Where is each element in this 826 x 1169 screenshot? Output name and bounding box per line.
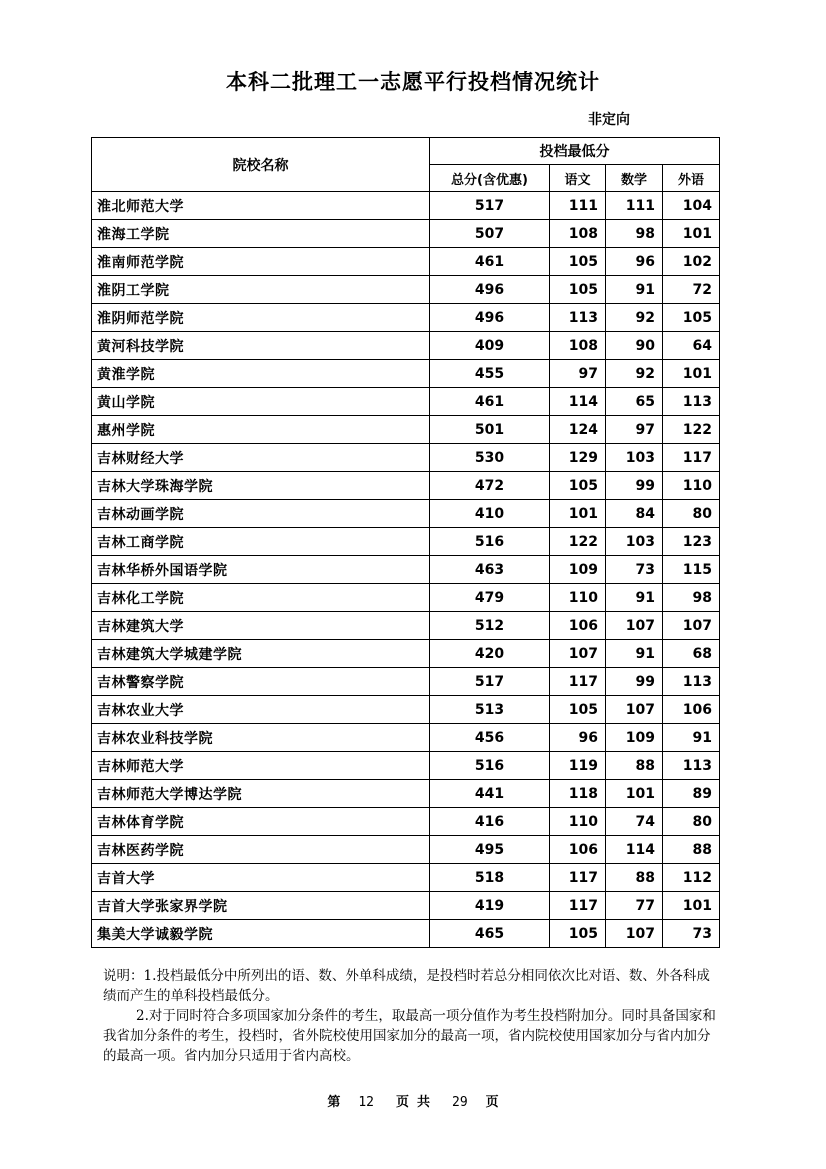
table-row: [92, 500, 720, 528]
foreign-score: 113: [663, 752, 720, 780]
total-score: 518: [430, 864, 550, 892]
table-row: [92, 808, 720, 836]
chinese-score: 105: [550, 920, 606, 948]
chinese-score: 114: [550, 388, 606, 416]
math-score: 92: [606, 304, 663, 332]
foreign-score: 101: [663, 892, 720, 920]
school-name: 吉林医药学院: [92, 836, 430, 864]
foreign-score: 101: [663, 220, 720, 248]
school-name: 吉林体育学院: [92, 808, 430, 836]
note-2: 2.对于同时符合多项国家加分条件的考生，取最高一项分值作为考生投档附加分。同时具备国家和我省加分条件的考生，投档时，省外院校使用国家加分的最高一项，省内院校使用国家加分与省内加分的最高一项。省内加分只适用于省内高校。: [103, 1008, 716, 1064]
total-score: 420: [430, 640, 550, 668]
foreign-score: 106: [663, 696, 720, 724]
table-row: [92, 528, 720, 556]
page-subtitle: 非定向: [588, 112, 630, 128]
math-score: 73: [606, 556, 663, 584]
school-name: 淮海工学院: [92, 220, 430, 248]
total-score: 496: [430, 276, 550, 304]
total-score: 410: [430, 500, 550, 528]
total-score: 455: [430, 360, 550, 388]
school-name: 淮阴师范学院: [92, 304, 430, 332]
chinese-score: 122: [550, 528, 606, 556]
math-score: 96: [606, 248, 663, 276]
math-score: 98: [606, 220, 663, 248]
school-name: 黄淮学院: [92, 360, 430, 388]
footer-page-number: 12: [358, 1095, 374, 1110]
total-score: 461: [430, 248, 550, 276]
header-chinese: 语文: [550, 165, 606, 192]
math-score: 111: [606, 192, 663, 220]
math-score: 99: [606, 472, 663, 500]
header-foreign: 外语: [663, 165, 720, 192]
total-score: 461: [430, 388, 550, 416]
chinese-score: 111: [550, 192, 606, 220]
table-row: [92, 836, 720, 864]
foreign-score: 117: [663, 444, 720, 472]
page-footer: [0, 1091, 826, 1110]
foreign-score: 102: [663, 248, 720, 276]
school-name: 吉林警察学院: [92, 668, 430, 696]
total-score: 456: [430, 724, 550, 752]
total-score: 409: [430, 332, 550, 360]
school-name: 吉林华桥外国语学院: [92, 556, 430, 584]
school-name: 淮北师范大学: [92, 192, 430, 220]
math-score: 77: [606, 892, 663, 920]
table-row: [92, 584, 720, 612]
total-score: 465: [430, 920, 550, 948]
notes: [103, 966, 723, 1066]
chinese-score: 105: [550, 276, 606, 304]
total-score: 419: [430, 892, 550, 920]
table-row: [92, 892, 720, 920]
footer-gong: 共: [417, 1095, 431, 1110]
school-name: 淮阴工学院: [92, 276, 430, 304]
school-name: 淮南师范学院: [92, 248, 430, 276]
math-score: 88: [606, 864, 663, 892]
foreign-score: 64: [663, 332, 720, 360]
math-score: 109: [606, 724, 663, 752]
chinese-score: 107: [550, 640, 606, 668]
foreign-score: 91: [663, 724, 720, 752]
table-row: [92, 388, 720, 416]
table-row: [92, 276, 720, 304]
school-name: 吉林农业大学: [92, 696, 430, 724]
math-score: 107: [606, 696, 663, 724]
table-row: [92, 248, 720, 276]
total-score: 516: [430, 752, 550, 780]
chinese-score: 129: [550, 444, 606, 472]
table-row: [92, 920, 720, 948]
chinese-score: 124: [550, 416, 606, 444]
math-score: 92: [606, 360, 663, 388]
header-min-score: 投档最低分: [430, 138, 720, 165]
total-score: 513: [430, 696, 550, 724]
math-score: 97: [606, 416, 663, 444]
table-row: [92, 220, 720, 248]
chinese-score: 109: [550, 556, 606, 584]
header-math: 数学: [606, 165, 663, 192]
school-name: 黄河科技学院: [92, 332, 430, 360]
total-score: 507: [430, 220, 550, 248]
school-name: 吉林工商学院: [92, 528, 430, 556]
math-score: 103: [606, 444, 663, 472]
score-table: [91, 137, 720, 948]
header-school-name: 院校名称: [92, 138, 430, 192]
school-name: 吉林建筑大学: [92, 612, 430, 640]
table-row: [92, 304, 720, 332]
chinese-score: 117: [550, 892, 606, 920]
total-score: 530: [430, 444, 550, 472]
school-name: 惠州学院: [92, 416, 430, 444]
foreign-score: 72: [663, 276, 720, 304]
chinese-score: 117: [550, 668, 606, 696]
chinese-score: 110: [550, 808, 606, 836]
chinese-score: 105: [550, 472, 606, 500]
note-1: 说明：1.投档最低分中所列出的语、数、外单科成绩，是投档时若总分相同依次比对语、数、外各科成绩而产生的单科投档最低分。: [103, 968, 710, 1004]
total-score: 416: [430, 808, 550, 836]
math-score: 107: [606, 612, 663, 640]
chinese-score: 105: [550, 248, 606, 276]
foreign-score: 115: [663, 556, 720, 584]
total-score: 441: [430, 780, 550, 808]
foreign-score: 68: [663, 640, 720, 668]
foreign-score: 112: [663, 864, 720, 892]
footer-ye: 页: [395, 1095, 409, 1110]
math-score: 91: [606, 584, 663, 612]
math-score: 114: [606, 836, 663, 864]
chinese-score: 119: [550, 752, 606, 780]
footer-total-pages: 29: [452, 1095, 468, 1110]
chinese-score: 118: [550, 780, 606, 808]
foreign-score: 73: [663, 920, 720, 948]
school-name: 吉首大学: [92, 864, 430, 892]
math-score: 90: [606, 332, 663, 360]
math-score: 91: [606, 276, 663, 304]
foreign-score: 110: [663, 472, 720, 500]
table-row: [92, 416, 720, 444]
table-row: [92, 556, 720, 584]
math-score: 88: [606, 752, 663, 780]
table-row: [92, 612, 720, 640]
table-row: [92, 724, 720, 752]
school-name: 吉林师范大学: [92, 752, 430, 780]
math-score: 103: [606, 528, 663, 556]
foreign-score: 113: [663, 668, 720, 696]
school-name: 黄山学院: [92, 388, 430, 416]
chinese-score: 108: [550, 220, 606, 248]
foreign-score: 89: [663, 780, 720, 808]
school-name: 吉林财经大学: [92, 444, 430, 472]
math-score: 101: [606, 780, 663, 808]
table-row: [92, 360, 720, 388]
school-name: 吉林动画学院: [92, 500, 430, 528]
chinese-score: 105: [550, 696, 606, 724]
foreign-score: 80: [663, 808, 720, 836]
chinese-score: 106: [550, 612, 606, 640]
chinese-score: 113: [550, 304, 606, 332]
foreign-score: 123: [663, 528, 720, 556]
school-name: 吉林农业科技学院: [92, 724, 430, 752]
foreign-score: 88: [663, 836, 720, 864]
total-score: 517: [430, 192, 550, 220]
table-row: [92, 332, 720, 360]
table-row: [92, 192, 720, 220]
table-row: [92, 444, 720, 472]
chinese-score: 108: [550, 332, 606, 360]
table-row: [92, 668, 720, 696]
math-score: 91: [606, 640, 663, 668]
chinese-score: 110: [550, 584, 606, 612]
foreign-score: 122: [663, 416, 720, 444]
school-name: 吉林大学珠海学院: [92, 472, 430, 500]
page-title: 本科二批理工一志愿平行投档情况统计: [226, 70, 600, 94]
foreign-score: 104: [663, 192, 720, 220]
table-body: [92, 192, 720, 948]
foreign-score: 98: [663, 584, 720, 612]
table-row: [92, 864, 720, 892]
math-score: 74: [606, 808, 663, 836]
total-score: 495: [430, 836, 550, 864]
chinese-score: 101: [550, 500, 606, 528]
math-score: 65: [606, 388, 663, 416]
math-score: 84: [606, 500, 663, 528]
chinese-score: 96: [550, 724, 606, 752]
footer-di: 第: [327, 1095, 341, 1110]
foreign-score: 105: [663, 304, 720, 332]
school-name: 集美大学诚毅学院: [92, 920, 430, 948]
table-row: [92, 472, 720, 500]
math-score: 99: [606, 668, 663, 696]
foreign-score: 101: [663, 360, 720, 388]
school-name: 吉林建筑大学城建学院: [92, 640, 430, 668]
total-score: 463: [430, 556, 550, 584]
table-row: [92, 780, 720, 808]
foreign-score: 107: [663, 612, 720, 640]
footer-ye-2: 页: [485, 1095, 499, 1110]
total-score: 517: [430, 668, 550, 696]
chinese-score: 97: [550, 360, 606, 388]
table-row: [92, 640, 720, 668]
foreign-score: 113: [663, 388, 720, 416]
school-name: 吉首大学张家界学院: [92, 892, 430, 920]
total-score: 472: [430, 472, 550, 500]
school-name: 吉林师范大学博达学院: [92, 780, 430, 808]
total-score: 512: [430, 612, 550, 640]
foreign-score: 80: [663, 500, 720, 528]
table-row: [92, 696, 720, 724]
math-score: 107: [606, 920, 663, 948]
chinese-score: 117: [550, 864, 606, 892]
total-score: 479: [430, 584, 550, 612]
total-score: 501: [430, 416, 550, 444]
total-score: 496: [430, 304, 550, 332]
chinese-score: 106: [550, 836, 606, 864]
school-name: 吉林化工学院: [92, 584, 430, 612]
header-total: 总分(含优惠): [430, 165, 550, 192]
table-row: [92, 752, 720, 780]
total-score: 516: [430, 528, 550, 556]
